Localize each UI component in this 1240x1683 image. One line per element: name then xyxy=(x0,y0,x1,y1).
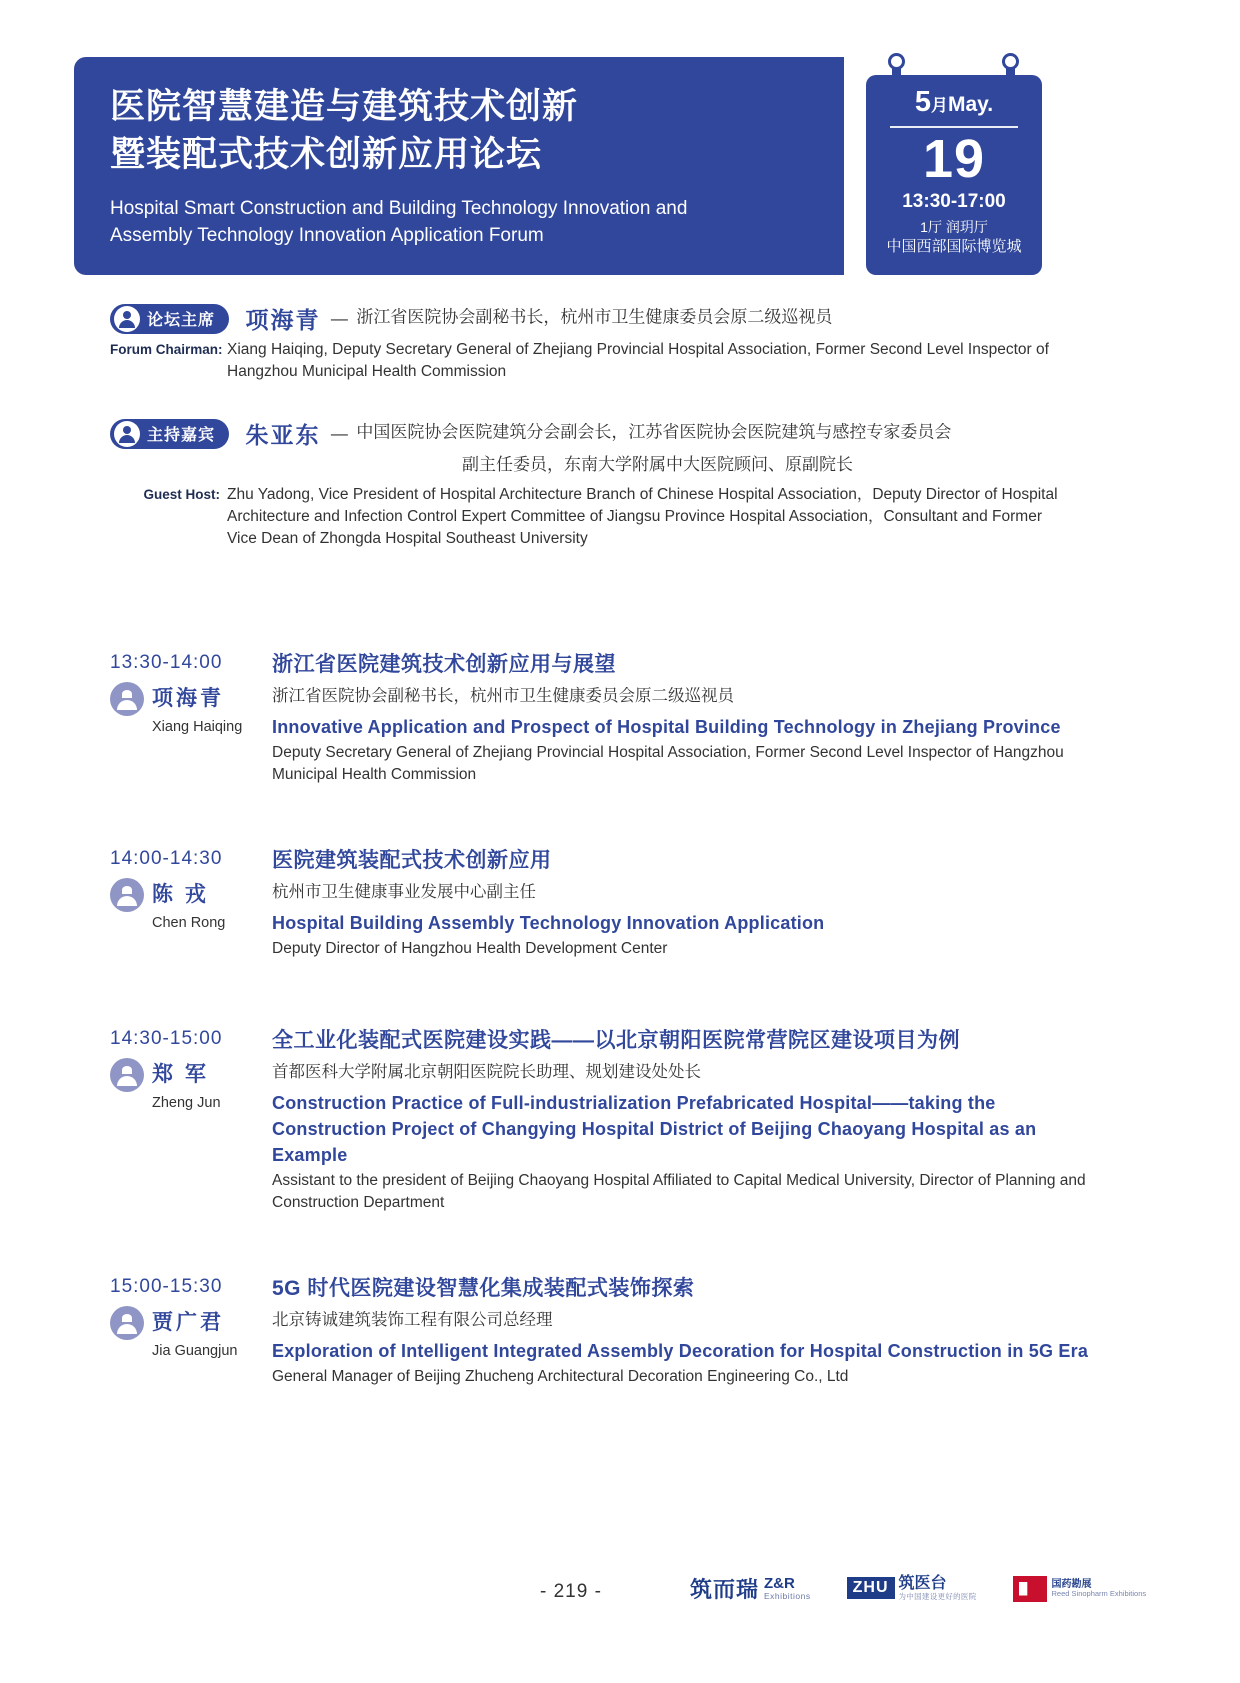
session-title-cn: 医院建筑装配式技术创新应用 xyxy=(272,849,552,872)
chairman-name-cn: 项海青 xyxy=(245,307,321,333)
session-time: 14:00-14:30 xyxy=(110,848,223,869)
logo-reed-mark-icon xyxy=(1013,1576,1047,1602)
chairman-badge-label: 论坛主席 xyxy=(147,312,216,329)
footer-logos xyxy=(690,1573,1146,1604)
guest-host-en-block xyxy=(110,484,1070,550)
session-meta xyxy=(110,650,270,737)
session-org-en: General Manager of Beijing Zhucheng Architectural Decoration Engineering Co., Ltd xyxy=(272,1368,849,1385)
guest-host-dash: — xyxy=(330,423,348,443)
person-icon xyxy=(114,421,140,447)
logo-zhirui-cn: 筑而瑞 xyxy=(690,1577,760,1602)
guest-host-row xyxy=(110,417,1070,550)
session-meta xyxy=(110,1026,270,1113)
session-time: 13:30-14:00 xyxy=(110,652,223,673)
forum-header xyxy=(74,57,1166,275)
session-item xyxy=(110,846,1110,966)
speaker-name-en: Xiang Haiqing xyxy=(152,719,243,735)
session-title-en: Construction Practice of Full-industrialization Prefabricated Hospital——taking the Construction Project of Changying Hospital District of Beijing Chaoyang Hospital as an Example xyxy=(272,1093,1037,1165)
speaker-name-cn: 陈 戎 xyxy=(152,883,209,906)
session-item xyxy=(110,650,1110,786)
session-title-en: Innovative Application and Prospect of Hospital Building Technology in Zhejiang Province xyxy=(272,717,1061,737)
forum-title-en-line1: Hospital Smart Construction and Building Technology Innovation and xyxy=(110,198,688,219)
forum-officials xyxy=(110,302,1070,562)
session-speaker xyxy=(110,682,270,716)
logo-zhuyitai-cn: 筑医台 xyxy=(898,1575,947,1593)
logo-reed-sinopharm xyxy=(1013,1576,1147,1602)
chairman-en-text: Xiang Haiqing, Deputy Secretary General of Zhejiang Provincial Hospital Association, Former Second Level Inspector of Hangzhou Municipal Health Commission xyxy=(227,341,1049,380)
session-time: 14:30-15:00 xyxy=(110,1028,223,1049)
speaker-name-cn: 贾广君 xyxy=(152,1311,224,1334)
session-speaker xyxy=(110,1306,270,1340)
session-time: 15:00-15:30 xyxy=(110,1276,223,1297)
logo-reed-en: Reed Sinopharm Exhibitions xyxy=(1051,1588,1147,1598)
guest-host-badge xyxy=(110,419,229,449)
speaker-name-en: Jia Guangjun xyxy=(152,1343,238,1359)
calendar-card xyxy=(866,75,1042,275)
session-speaker xyxy=(110,1058,270,1092)
chairman-badge xyxy=(110,304,229,334)
logo-zhirui xyxy=(690,1573,811,1604)
forum-title-en-line2: Assembly Technology Innovation Application Forum xyxy=(110,225,544,246)
session-org-cn: 杭州市卫生健康事业发展中心副主任 xyxy=(272,883,536,901)
chairman-en-label: Forum Chairman: xyxy=(110,342,223,357)
page-footer xyxy=(0,1573,1240,1619)
calendar-rings-icon xyxy=(866,57,1042,85)
session-org-en: Deputy Director of Hangzhou Health Development Center xyxy=(272,940,668,957)
guest-host-name-cn: 朱亚东 xyxy=(245,422,321,448)
session-org-cn: 北京铸诚建筑装饰工程有限公司总经理 xyxy=(272,1311,553,1329)
session-item xyxy=(110,1274,1110,1394)
guest-host-title-cn: 中国医院协会医院建筑分会副会长，江苏省医院协会医院建筑与感控专家委员会 xyxy=(356,422,952,442)
forum-title-cn-line2: 暨装配式技术创新应用论坛 xyxy=(110,135,543,174)
session-title-en: Exploration of Intelligent Integrated Assembly Decoration for Hospital Construction in 5G Era xyxy=(272,1341,1089,1361)
page-number: - 219 - xyxy=(540,1581,602,1602)
logo-zhuyitai-text xyxy=(899,1576,977,1601)
session-meta xyxy=(110,846,270,933)
calendar-venue-name: 中国西部国际博览城 xyxy=(886,238,1022,255)
forum-title-cn-line1: 医院智慧建造与建筑技术创新 xyxy=(110,87,579,126)
speaker-avatar-icon xyxy=(110,878,144,912)
calendar-day: 19 xyxy=(922,129,986,189)
session-title-en: Hospital Building Assembly Technology Innovation Application xyxy=(272,913,825,933)
forum-title-cn xyxy=(110,83,814,179)
guest-host-badge-label: 主持嘉宾 xyxy=(147,427,216,444)
session-org-cn: 首都医科大学附属北京朝阳医院院长助理、规划建设处处长 xyxy=(272,1063,701,1081)
speaker-name-cn: 郑 军 xyxy=(152,1063,209,1086)
logo-zhuyitai xyxy=(847,1576,977,1601)
session-item xyxy=(110,1026,1110,1214)
logo-zhirui-en xyxy=(764,1576,811,1602)
calendar-month-cn: 月 xyxy=(931,96,948,115)
session-content xyxy=(272,1026,1110,1214)
session-content xyxy=(272,650,1110,786)
session-org-cn: 浙江省医院协会副秘书长，杭州市卫生健康委员会原二级巡视员 xyxy=(272,687,734,705)
chairman-dash: — xyxy=(330,308,348,328)
session-org-en: Assistant to the president of Beijing Chaoyang Hospital Affiliated to Capital Medical University, Director of Planning and Construction Department xyxy=(272,1172,1086,1211)
logo-zhuyitai-tagline: 为中国建设更好的医院 xyxy=(898,1591,977,1601)
calendar-month-en: May. xyxy=(948,93,994,116)
guest-host-en-text: Zhu Yadong, Vice President of Hospital Architecture Branch of Chinese Hospital Association，Deputy Director of Hospital Architecture and Infection Control Expert Committee of Jiangsu Province Hospital Association，Consultant and Former Vice Dean of Zhongda Hospital Southeast University xyxy=(227,486,1058,547)
logo-reed-text xyxy=(1052,1579,1147,1598)
calendar-month-number: 5 xyxy=(914,86,931,118)
session-title-cn: 全工业化装配式医院建设实践——以北京朝阳医院常营院区建设项目为例 xyxy=(272,1029,960,1052)
chairman-title-cn: 浙江省医院协会副秘书长，杭州市卫生健康委员会原二级巡视员 xyxy=(356,307,833,327)
calendar-venue-hall: 1厅 润玥厅 xyxy=(920,219,988,235)
session-title-cn: 浙江省医院建筑技术创新应用与展望 xyxy=(272,653,616,676)
logo-zhirui-en-b: Exhibitions xyxy=(764,1591,811,1602)
person-icon xyxy=(114,306,140,332)
session-meta xyxy=(110,1274,270,1361)
speaker-avatar-icon xyxy=(110,1306,144,1340)
session-org-en: Deputy Secretary General of Zhejiang Provincial Hospital Association, Former Second Level Inspector of Hangzhou Municipal Health Commission xyxy=(272,744,1064,783)
speaker-name-en: Chen Rong xyxy=(152,915,226,931)
guest-host-en-label: Guest Host: xyxy=(143,487,220,502)
speaker-name-en: Zheng Jun xyxy=(152,1095,221,1111)
session-list xyxy=(110,650,1110,1454)
forum-chairman-row xyxy=(110,302,1070,383)
logo-zhuyitai-mark: ZHU xyxy=(847,1577,895,1599)
forum-title-en xyxy=(110,195,814,249)
calendar-divider xyxy=(890,126,1018,128)
session-content xyxy=(272,1274,1110,1388)
speaker-avatar-icon xyxy=(110,1058,144,1092)
speaker-avatar-icon xyxy=(110,682,144,716)
speaker-name-cn: 项海青 xyxy=(152,687,224,710)
guest-host-title-cn-2: 副主任委员，东南大学附属中大医院顾问、原副院长 xyxy=(462,455,853,474)
logo-zhirui-en-a: Z&R xyxy=(764,1574,795,1592)
header-title-band xyxy=(74,57,844,275)
logo-reed-cn: 国药勘展 xyxy=(1051,1578,1092,1590)
chairman-en-block xyxy=(110,339,1070,383)
session-content xyxy=(272,846,1110,960)
calendar-time: 13:30-17:00 xyxy=(902,191,1006,212)
session-title-cn: 5G 时代医院建设智慧化集成装配式装饰探索 xyxy=(272,1277,695,1300)
session-speaker xyxy=(110,878,270,912)
